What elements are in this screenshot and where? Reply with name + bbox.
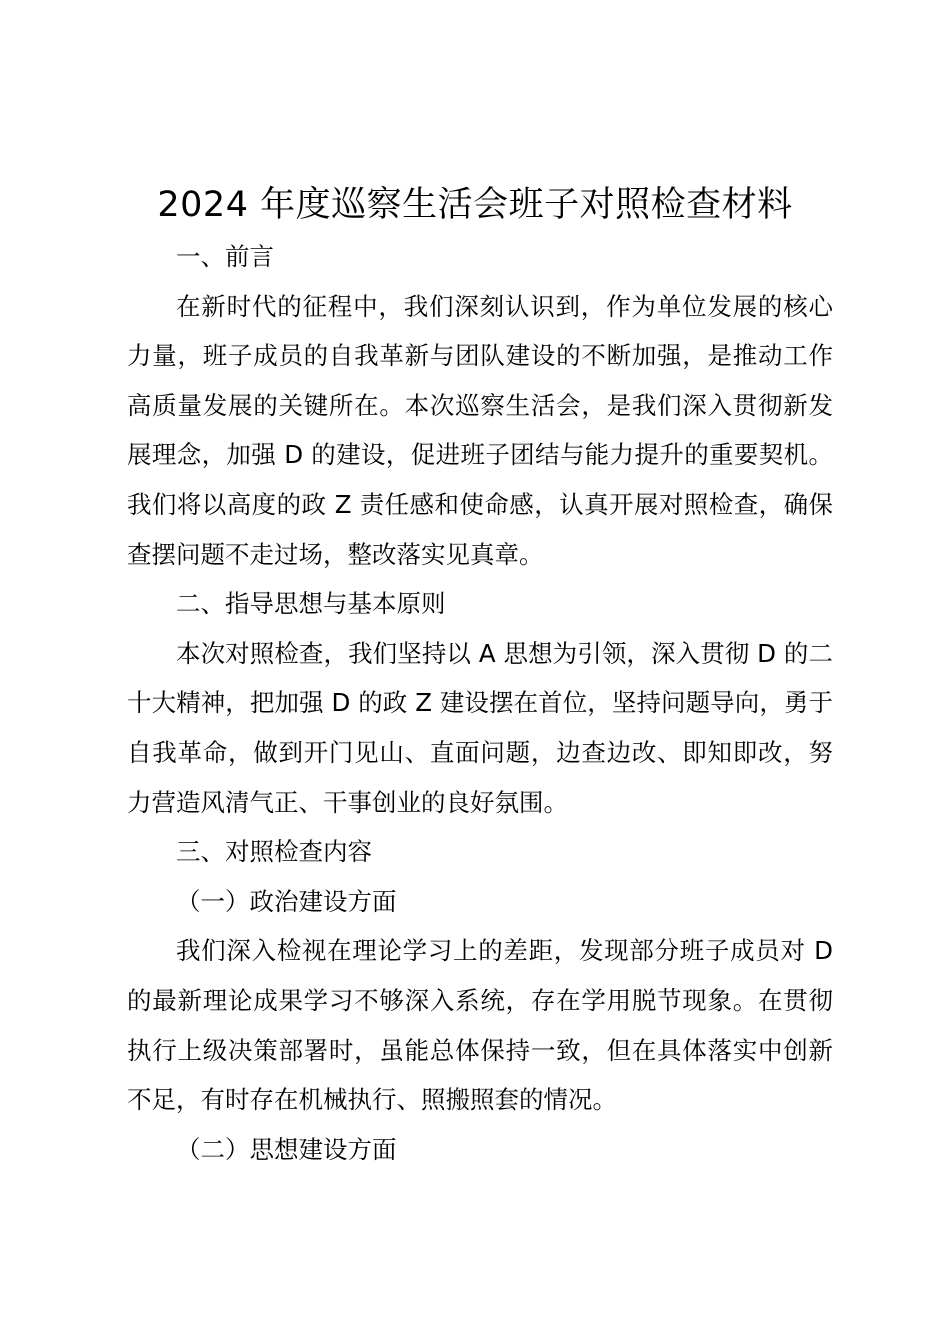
subsection-heading-ideological: （二）思想建设方面 xyxy=(176,1134,397,1164)
document-body xyxy=(127,232,833,1174)
section-heading-preface: 一、前言 xyxy=(176,242,274,271)
paragraph-political: 我们深入检视在理论学习上的差距，发现部分班子成员对 D 的最新理论成果学习不够深入系统，存在学用脱节现象。在贯彻执行上级决策部署时，虽能总体保持一致，但在具体落实中创新不足，有时存在机械执行、照搬照套的情况。 xyxy=(127,936,833,1115)
section-heading-review-content: 三、对照检查内容 xyxy=(176,837,372,867)
section-heading-guiding-principles: 二、指导思想与基本原则 xyxy=(176,589,446,619)
document-title: 2024 年度巡察生活会班子对照检查材料 xyxy=(157,185,793,225)
subsection-heading-political: （一）政治建设方面 xyxy=(176,886,397,916)
paragraph-preface: 在新时代的征程中，我们深刻认识到，作为单位发展的核心力量，班子成员的自我革新与团队建设的不断加强，是推动工作高质量发展的关键所在。本次巡察生活会，是我们深入贯彻新发展理念，加强 D 的建设，促进班子团结与能力提升的重要契机。我们将以高度的政 Z 责任感和使命感，认真开展对照检查，确保查摆问题不走过场，整改落实见真章。 xyxy=(127,291,833,569)
paragraph-guiding-principles: 本次对照检查，我们坚持以 A 思想为引领，深入贯彻 D 的二十大精神，把加强 D 的政 Z 建设摆在首位，坚持问题导向，勇于自我革命，做到开门见山、直面问题，边查边改、即知即改，努力营造风清气正、干事创业的良好氛围。 xyxy=(127,638,833,817)
